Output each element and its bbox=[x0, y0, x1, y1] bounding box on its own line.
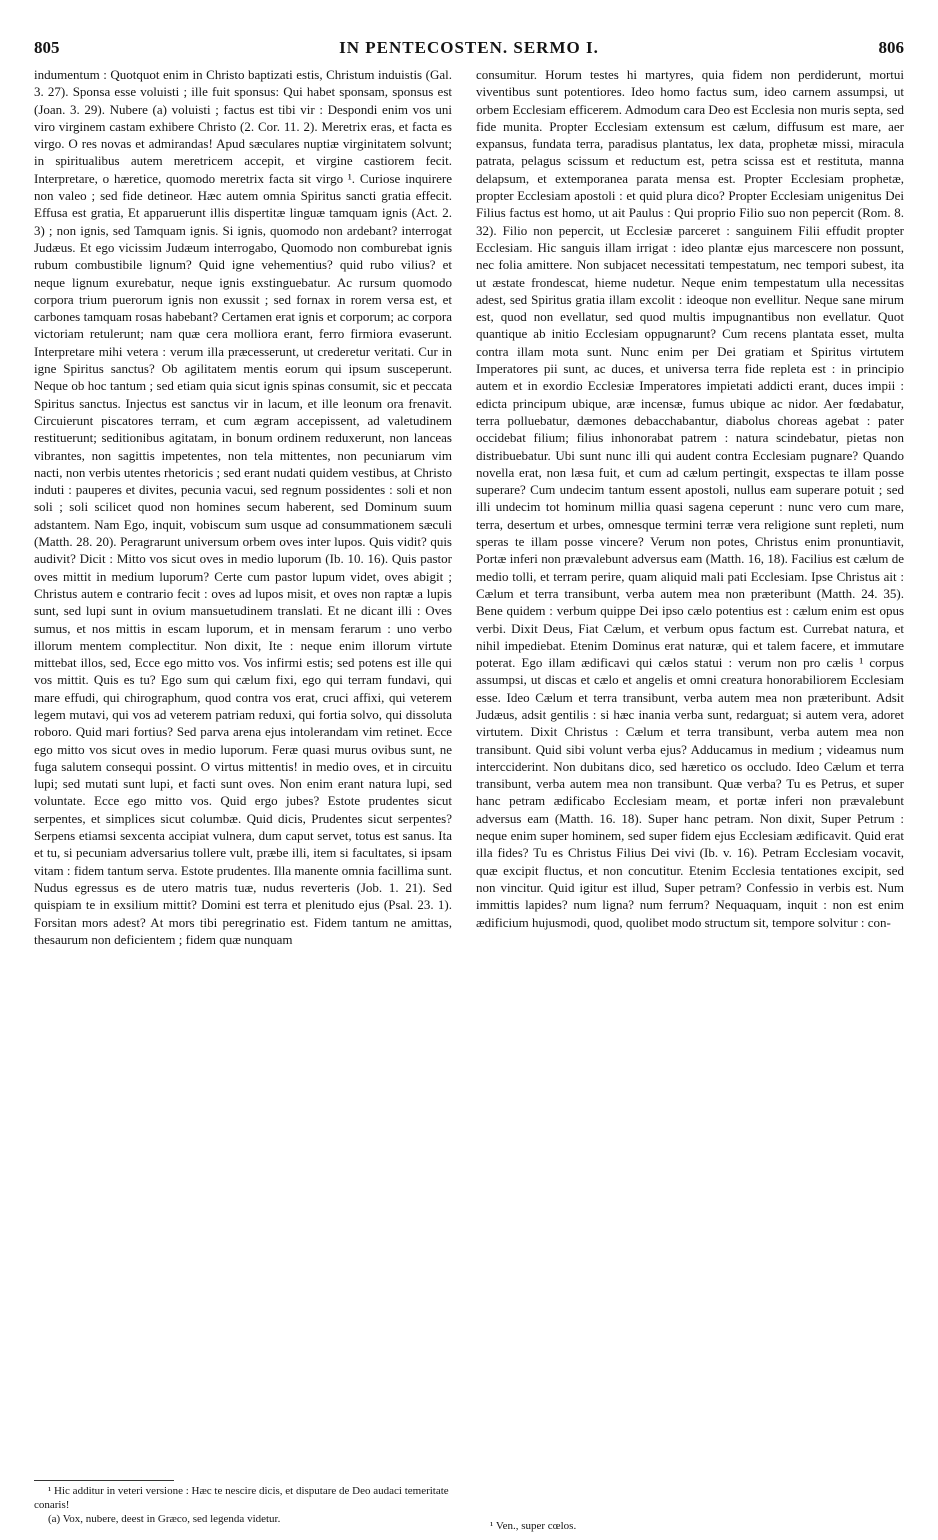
footnote-a: (a) Vox, nubere, deest in Græco, sed legenda videtur. bbox=[48, 1513, 281, 1525]
running-header bbox=[34, 38, 904, 60]
page-number-left: 805 bbox=[34, 38, 60, 57]
footnotes-right bbox=[476, 1519, 904, 1533]
text-column-left bbox=[34, 66, 452, 1466]
footnotes-left bbox=[34, 1480, 452, 1526]
body-text-right: consumitur. Horum testes hi martyres, quia fidem non perdiderunt, mortui viventibus sunt potentiores. Ideo homo factus sum, ideo carnem assumpsi, ut orbem Ecclesiam efficerem. Admodum cara Deo est Ecclesia non muris septa, sed fide munita. Propter Ecclesiam extensum est cælum, diffusum est mare, aer expansus, fundata terra, paradisus plantatus, lex data, prophetæ missi, miracula patrata, pelagus scissum et reductum est, petra scissa est et restituta, manna delapsum, et extemporanea parata mensa est. Propter Ecclesiam prophetæ, propter Ecclesiam apostoli : et quid plura dico? Propter Ecclesiam unigenitus Dei Filius factus est homo, ut ait Paulus : Qui proprio Filio suo non pepercit (Rom. 8. 32). Filio non pepercit, ut Ecclesiæ parceret : sanguinem Filii effudit propter Ecclesiam. Hic sanguis illam irrigat : ideo plantæ ejus marcescere non possunt, nec folia amittere. Non subjacet necessitati tempestatum, nec tempori subest, ita ut æstate frondescat, hieme nudetur. Neque enim tempestatum ulla necessitas adest, sed Spiritus gratia illam excolit : ideoque non evellitur. Neque sane mirum est, quod non evellatur, sed quod multis impugnantibus non evellatur. Quot quantique ab initio Ecclesiam oppugnarunt? Cum recens plantata esset, multa contra illam mota sunt. Nunc enim per Dei gratiam et Spiritus virtutem Imperatores pii sunt, ac duces, et universa terra fide repleta est : in principio autem et in exordio Ecclesiæ Imperatores impietati addicti erant, duces impii : edicta principum ubique, aræ incensæ, fumus ubique ac nidor. Aer fœdabatur, terra polluebatur, dæmones debacchabantur, diabolus choreas agebat : pater occidebat filium; filius inhonorabat patrem : natura scindebatur, pietas non distribuebatur. Ubi sunt nunc illi qui audent contra Ecclesiam pugnare? Quando novella erat, non læsa fuit, et cum ad cælum pertingit, exspectas te illam posse superare? Cum undecim tantum essent apostoli, nullus eam superare potuit ; sed illi undecim tot hominum millia quasi sagena ceperunt : nunc vero cum mare, terra, desertum et urbes, omnesque termini terræ vera religione sunt repleti, num speras te illam posse vincere? Verum non potes, Christus enim pronuntiavit, Portæ inferi non prævalebunt adversus eam (Matth. 16, 18). Facilius est cælum de medio tolli, et terram perire, quam aliquid mali pati Ecclesiam. Ipse Christus ait : Cælum et terra transibunt, verba autem mea non præteribunt (Matth. 24. 35). Bene quidem : verbum quippe Dei ipso cælo potentius est : cælum enim est opus verbi. Dixit Deus, Fiat Cælum, et verbum opus factum est. Currebat natura, et nihil impediebat. Etenim Dominus erat naturæ, qui et talem facere, et immutare poterat. Ego illam ædificavi qui cælos statui : verum non pro cælis ¹ corpus assumpsi, ut discas et cælo et angelis et omni creatura honorabiliorem Ecclesiam esse. Ideo Cælum et terra transibunt, verba autem mea non præteribunt. Adsit Judæus, adsit gentilis : si hæc inania verba sunt, redarguat; si autem vera, adoret virtutem. Dixit Christus : Cælum et terra transibunt, verba autem mea non transibunt. Quid sibi volunt verba ejus? Adducamus in medium ; videamus num intercciderint. Non dubitans dico, sed hæretico os occludo. Ideo Cælum et terra transibunt, verba autem mea non transibunt. Quæ verba? Tu es Petrus, et super hanc petram ædificabo Ecclesiam meam, et portæ inferi non prævalebunt adversus eam (Matth. 16. 18). Super hanc petram. Non dixit, Super Petrum : neque enim super hominem, sed super fidem ejus Ecclesiam ædificavit. Quid erat illa fides? Tu es Christus Filius Dei vivi (Ib. v. 16). Petram Ecclesiam vocavit, quæ excipit fluctus, et non concutitur. Etenim Ecclesia tentationes excipit, sed non vincitur. Quid igitur est illud, Super petram? Confessio in verbis est. Num immittis lapides? num ligna? num ferrum? Nequaquam, inquit : non est enim ædificium hujusmodi, quod, quolibet modo structum sit, tempore solvitur : con- bbox=[476, 67, 904, 930]
text-column-right bbox=[476, 66, 904, 1536]
footnote-rule bbox=[34, 1480, 174, 1481]
footnote-1: ¹ Hic additur in veteri versione : Hæc te nescire dicis, et disputare de Deo audaci temeritate conaris! bbox=[34, 1485, 449, 1511]
running-title: IN PENTECOSTEN. SERMO I. bbox=[339, 38, 599, 57]
body-text-left: indumentum : Quotquot enim in Christo baptizati estis, Christum induistis (Gal. 3. 27). Sponsa esse voluisti ; ille fuit sponsus: Qui habet sponsam, sponsus est (Joan. 3. 29). Nubere (a) voluisti ; factus est tibi vir : Despondi enim vos uni viro virginem castam exhibere Christo (2. Cor. 11. 2). Meretrix eras, et facta es virgo. O res novas et admirandas! Apud sæculares nuptiæ virginitatem solvunt; in spiritualibus autem meretricem accepit, et virgine castiorem fecit. Interpretare, o hæretice, quomodo meretrix facta sit virgo ¹. Curiose inquirere non valeo ; sed fide detineor. Hæc autem omnia Spiritus sancti gratia effecit. Effusa est gratia, Et apparuerunt illis dispertitæ linguæ tamquam ignis (Act. 2. 3) ; non ignis, sed Tamquam ignis. Si ignis, quomodo non ardebant? interrogat Judæus. Et ego vicissim Judæum interrogabo, Quomodo non comburebat ignis rubum combustibile lignum? Quid igne vehementius? quid rubo vilius? et neque lignum exurebatur, neque ignis exstinguebatur. Ac rursum quomodo corpora trium puerorum ignis non exussit ; sed fornax in rorem versa est, et carbones tamquam rosas habebant? Certamen erat ignis et corporum; ac corpora victoriam retulerunt; nam quæ cera molliora erant, ferro firmiora evaserunt. Interpretare mihi vetera : verum illa præcesserunt, ut crederetur veritati. Cur in igne Spiritus sanctus? Ob agilitatem mentis eorum qui ipsum susceperunt. Neque ob hoc tantum ; sed etiam quia sicut ignis spinas consumit, sic et peccata Spiritus sanctus. Injectus est sanctus vir in lacum, et ille leonum ora frenavit. Circuierunt piscatores terram, et cum ægram accepissent, ad valetudinem restituerunt; seditionibus agitatam, in bonum ordinem reduxerunt, non lanceas vibrantes, non sagittis impetentes, non tela mittentes, non pecuniarum vim nacti, non verbis utentes rhetoricis ; sed erant nudati quidem vestibus, at Christo induti : pauperes et divites, pecunia vacui, sed regnum possidentes : soli et non soli ; soli scilicet quod non homines secum haberent, sed Dominum suum adstantem. Nam Ego, inquit, vobiscum sum usque ad consummationem sæculi (Matth. 28. 20). Peragrarunt universum orbem oves inter lupos. Quis vidit? quis audivit? Dicit : Mitto vos sicut oves in medio luporum (Ib. 10. 16). Quis pastor oves mittit in medium luporum? Certe cum pastor lupum videt, oves abigit ; Christus autem e contrario fecit : oves ad lupos misit, et oves non raptæ a lupis sunt, sed lupi sunt in ovium mansuetudinem translati. Et ne dicant illi : Oves sumus, et nos mittis in escam luporum, et in mensam ferarum : uno verbo illorum mentem complectitur. Non dixit, Ite : neque enim illorum virtute mittebat illos, sed, Ecce ego mitto vos. Vos infirmi estis; sed potens est ille qui vos mittit. Quis es tu? Ego sum qui cælum fixi, ego qui terram fundavi, qui mare effudi, qui chirographum, quod contra vos erat, cruci affixi, qui veterem legem mutavi, qui vos ad veterem patriam reduxi, qui fortia solvo, qui dissoluta roboro. Quid mari fortius? Sed parva arena ejus intolerandam vim retinet. Ecce ego mitto vos sicut oves in medio luporum. Feræ quasi murus ovibus sunt, ne fuga salutem consequi possint. O virtus mittentis! in medio oves, et in circuitu lupi; sed mutati sunt lupi, et facti sunt oves. Non enim erant natura lupi, sed voluntate. Ecce ego mitto vos. Quid ergo jubes? Estote prudentes sicut serpentes, et simplices sicut columbæ. Quid dicis, Prudentes sicut serpentes? Serpens etiamsi sexcenta accipiat vulnera, dum caput servet, totus est sanus. Ita et tu, si pecuniam adversarius tollere vult, præbe illi, item si facultates, si ipsam vitam : fidem tantum serva. Estote prudentes. Illa manente omnia facillima sunt. Nudus egressus es de utero matris tuæ, nudus reverteris (Job. 1. 21). Sed quispiam te in exsilium mittit? Domini est terra et plenitudo ejus (Psal. 23. 1). Forsitan mors adest? At mors tibi peregrinatio est. Fidem tantum ne amittas, thesaurum non deficientem ; fidem quæ nunquam bbox=[34, 67, 452, 947]
page-number-right: 806 bbox=[878, 38, 904, 57]
footnote-right-1: ¹ Ven., super cœlos. bbox=[490, 1520, 577, 1532]
